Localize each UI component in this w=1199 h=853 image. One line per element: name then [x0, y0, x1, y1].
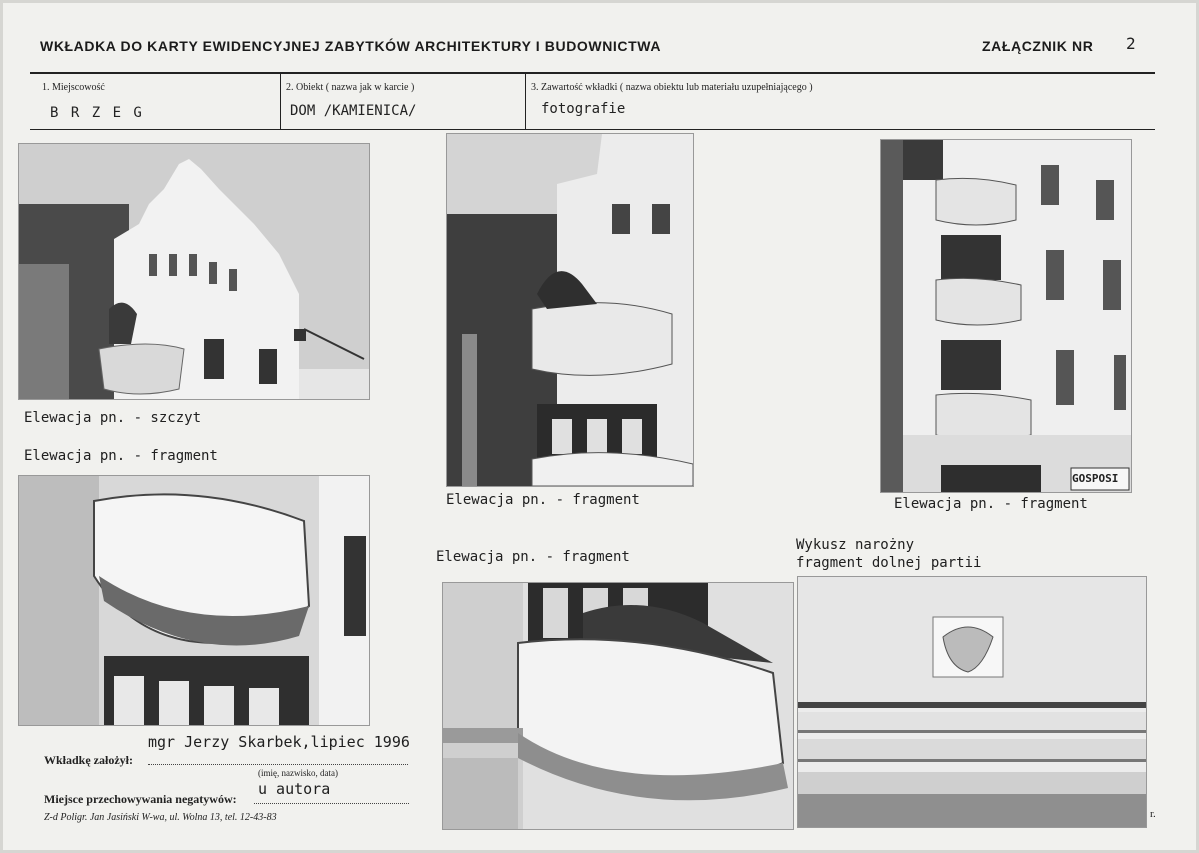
table-top-rule [30, 72, 1155, 74]
author-label: Wkładkę założył: [44, 753, 133, 767]
shop-sign: GOSPOSI [1072, 472, 1119, 485]
table-divider-2 [525, 73, 526, 130]
printer-credit: Z-d Poligr. Jan Jasiński W-wa, ul. Wolna 13, tel. 12-43-83 [44, 812, 277, 823]
field-locality-value: B R Z E G [50, 105, 144, 121]
sheet-title: WKŁADKA DO KARTY EWIDENCYJNEJ ZABYTKÓW ARCHITEKTURY I BUDOWNICTWA [40, 38, 662, 54]
field-contents-value: fotografie [541, 101, 626, 117]
field-object-value: DOM /KAMIENICA/ [290, 103, 417, 119]
field-object-label: 2. Obiekt ( nazwa jak w karcie ) [286, 82, 415, 93]
caption-fragment-1: Elewacja pn. - fragment [24, 448, 218, 464]
caption-fragment-3: Elewacja pn. - fragment [894, 496, 1088, 512]
table-divider-1 [280, 73, 281, 130]
annex-label: ZAŁĄCZNIK NR [982, 38, 1094, 54]
caption-oriel-2: fragment dolnej partii [796, 555, 982, 571]
author-dotted-line [148, 763, 408, 765]
negatives-label: Miejsce przechowywania negatywów: [44, 792, 237, 806]
negatives-typed: u autora [258, 780, 331, 798]
table-bottom-rule [30, 129, 1155, 130]
photo-oriel-ornament [797, 576, 1147, 828]
photo-balcony-closeup [18, 475, 370, 726]
photo-balcony-flowers [442, 582, 794, 830]
caption-gable: Elewacja pn. - szczyt [24, 410, 202, 426]
photo-balcony-upper [446, 133, 694, 487]
author-hint: (imię, nazwisko, data) [258, 768, 338, 778]
author-typed: mgr Jerzy Skarbek,lipiec 1996 [148, 733, 410, 751]
negatives-dotted-line [254, 802, 409, 804]
field-locality-label: 1. Miejscowość [42, 82, 105, 93]
caption-oriel-1: Wykusz narożny [796, 537, 915, 553]
photo-gable [18, 143, 370, 400]
caption-fragment-4: Elewacja pn. - fragment [436, 549, 630, 565]
annex-number: 2 [1126, 34, 1136, 53]
field-contents-label: 3. Zawartość wkładki ( nazwa obiektu lub materiału uzupełniającego ) [531, 82, 813, 93]
photo-facade-right [880, 139, 1132, 493]
margin-mark: r. [1150, 808, 1156, 820]
caption-fragment-2: Elewacja pn. - fragment [446, 492, 640, 508]
